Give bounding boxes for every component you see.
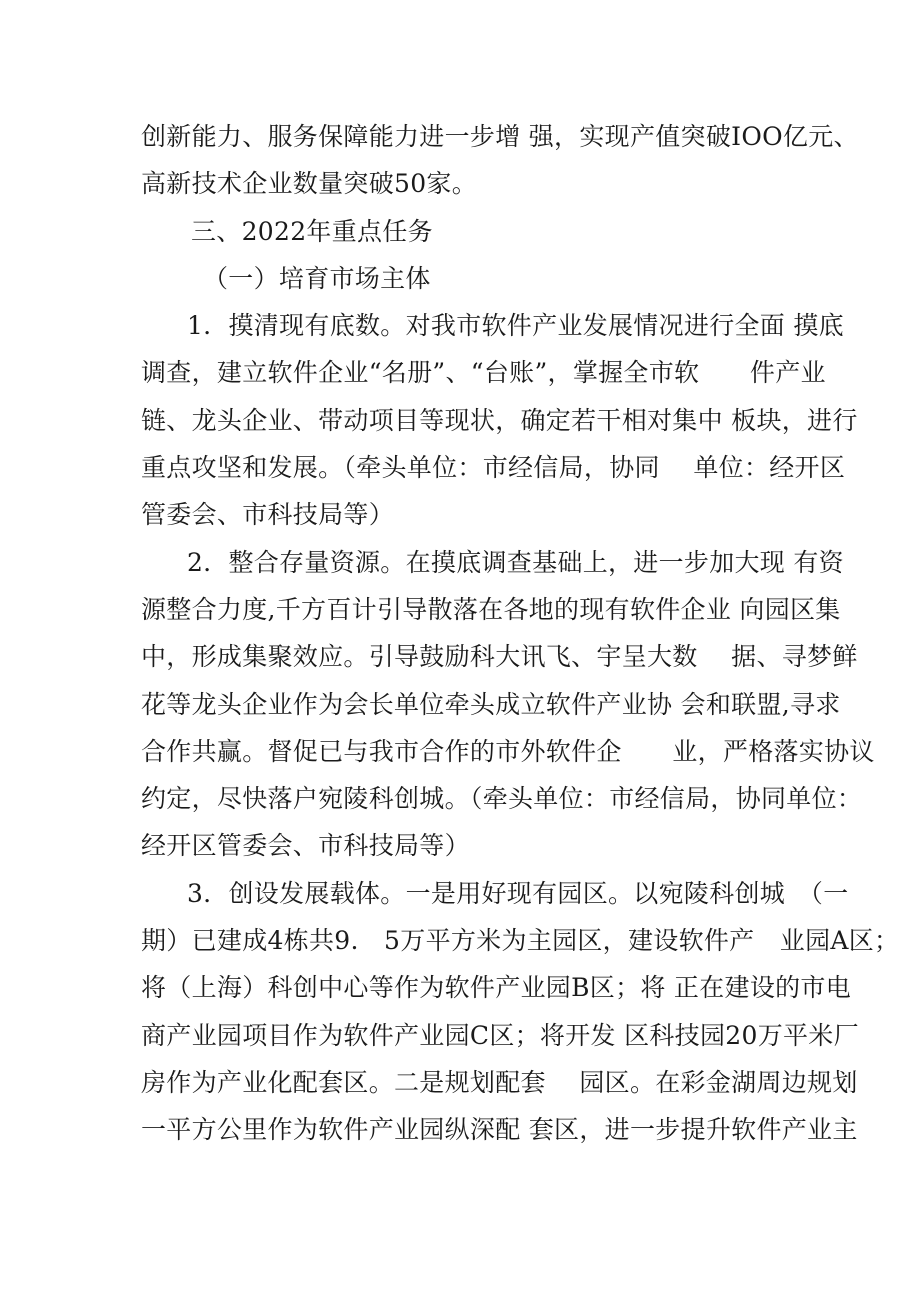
body-line: 一平方公里作为软件产业园纵深配 套区，进一步提升软件产业主 bbox=[141, 1115, 858, 1145]
document-body bbox=[141, 113, 900, 1154]
body-line: 高新技术企业数量突破50家。 bbox=[141, 169, 478, 199]
body-line: 调查，建立软件企业“名册”、“台账”，掌握全市软 件产业 bbox=[141, 358, 826, 388]
body-line: 3．创设发展载体。一是用好现有园区。以宛陵科创城 （一 bbox=[187, 878, 849, 908]
body-line: 创新能力、服务保障能力进一步增 强，实现产值突破IOO亿元、 bbox=[141, 122, 859, 151]
body-line: 将（上海）科创中心等作为软件产业园B区；将 正在建设的市电 bbox=[141, 973, 852, 1003]
body-line: 房作为产业化配套区。二是规划配套 园区。在彩金湖周边规划 bbox=[141, 1067, 858, 1097]
body-line: 链、龙头企业、带动项目等现状，确定若干相对集中 板块，进行 bbox=[141, 405, 858, 435]
body-line: 1．摸清现有底数。对我市软件产业发展情况进行全面 摸底 bbox=[187, 311, 844, 341]
body-line: 商产业园项目作为软件产业园C区；将开发 区科技园20万平米厂 bbox=[141, 1020, 859, 1050]
body-line: 经开区管委会、市科技局等） bbox=[141, 831, 470, 861]
body-line: 期）已建成4栋共9. 5万平方米为主园区，建设软件产 业园A区； bbox=[141, 926, 900, 956]
body-line: 源整合力度,千方百计引导散落在各地的现有软件企业 向园区集 bbox=[141, 594, 841, 624]
body-line: 中，形成集聚效应。引导鼓励科大讯飞、宇呈大数 据、寻梦鲜 bbox=[141, 642, 858, 672]
section-heading: 三、2022年重点任务 bbox=[191, 216, 433, 246]
body-line: 管委会、市科技局等） bbox=[141, 500, 395, 530]
body-line: 约定，尽快落户宛陵科创城。（牵头单位：市经信局，协同单位： bbox=[141, 784, 863, 814]
body-line: 合作共赢。督促已与我市合作的市外软件企 业，严格落实协议 bbox=[141, 736, 875, 766]
body-line: 重点攻坚和发展。（牵头单位：市经信局，协同 单位：经开区 bbox=[141, 453, 846, 483]
body-line: 2．整合存量资源。在摸底调查基础上，进一步加大现 有资 bbox=[187, 547, 844, 577]
body-line: 花等龙头企业作为会长单位牵头成立软件产业协 会和联盟,寻求 bbox=[141, 689, 841, 719]
subsection-heading: （一）培育市场主体 bbox=[203, 263, 431, 293]
